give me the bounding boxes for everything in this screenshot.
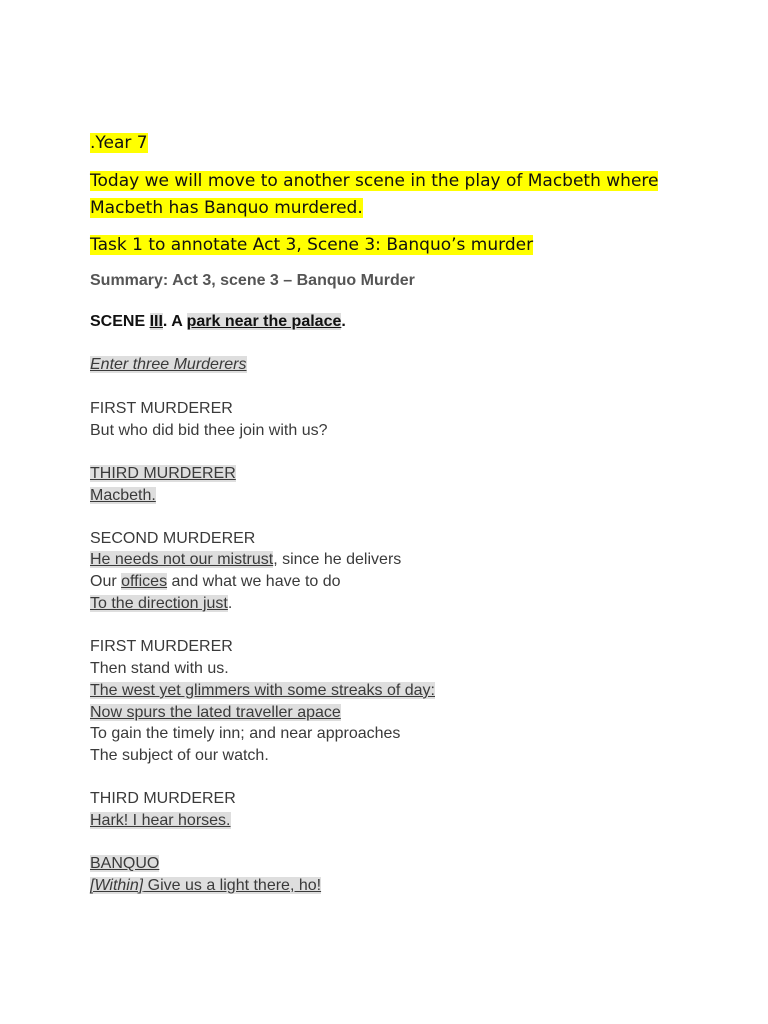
dialogue-annotated: offices bbox=[121, 573, 168, 590]
dialogue-line bbox=[90, 594, 232, 614]
dialogue-line bbox=[90, 572, 341, 592]
stage-enter-text: Enter three Murderers bbox=[90, 356, 247, 373]
dialogue-line: Then stand with us. bbox=[90, 660, 229, 677]
speaker-banquo-text: BANQUO bbox=[90, 855, 160, 872]
dialogue-line bbox=[90, 703, 341, 723]
dialogue-line: To gain the timely inn; and near approaches bbox=[90, 725, 401, 742]
intro-line-2: Macbeth has Banquo murdered. bbox=[90, 198, 363, 218]
speaker-third-murderer-text: THIRD MURDERER bbox=[90, 465, 236, 482]
dialogue-line bbox=[90, 681, 435, 701]
scene-place: park near the palace bbox=[186, 313, 342, 330]
dialogue-annotated: Macbeth. bbox=[90, 487, 156, 504]
dialogue-text: and what we have to do bbox=[167, 573, 341, 590]
stage-direction-within: [Within] bbox=[90, 877, 144, 894]
scene-prefix: SCENE bbox=[90, 313, 150, 330]
year-text: .Year 7 bbox=[90, 133, 148, 153]
dialogue-annotated: To the direction just bbox=[90, 595, 228, 612]
dialogue-annotated: He needs not our mistrust bbox=[90, 551, 274, 568]
dialogue-text: . bbox=[227, 595, 233, 612]
dialogue-annotated: Give us a light there, ho! bbox=[143, 877, 322, 894]
scene-heading bbox=[90, 312, 346, 332]
speaker-third-murderer bbox=[90, 464, 236, 484]
speaker-first-murderer: FIRST MURDERER bbox=[90, 400, 233, 417]
dialogue-line bbox=[90, 811, 231, 831]
year-heading bbox=[90, 130, 148, 157]
scene-number: III bbox=[149, 313, 163, 330]
speaker-banquo bbox=[90, 854, 159, 874]
speaker-second-murderer: SECOND MURDERER bbox=[90, 530, 256, 547]
dialogue-annotated: The west yet glimmers with some streaks of day: bbox=[90, 682, 435, 699]
scene-end: . bbox=[341, 313, 346, 330]
stage-direction-enter bbox=[90, 355, 247, 375]
intro-line-1: Today we will move to another scene in the play of Macbeth where bbox=[90, 171, 659, 191]
scene-mid: . A bbox=[162, 313, 187, 330]
dialogue-line bbox=[90, 486, 156, 506]
task-paragraph bbox=[90, 232, 533, 259]
dialogue-annotated: Hark! I hear horses. bbox=[90, 812, 231, 829]
dialogue-line bbox=[90, 876, 321, 896]
summary-heading: Summary: Act 3, scene 3 – Banquo Murder bbox=[90, 272, 415, 289]
speaker-first-murderer: FIRST MURDERER bbox=[90, 638, 233, 655]
dialogue-line: The subject of our watch. bbox=[90, 747, 269, 764]
dialogue-line: But who did bid thee join with us? bbox=[90, 422, 328, 439]
intro-paragraph bbox=[90, 168, 658, 222]
task-text: Task 1 to annotate Act 3, Scene 3: Banquo’s murder bbox=[90, 235, 534, 255]
dialogue-line bbox=[90, 550, 401, 570]
dialogue-text: , since he delivers bbox=[273, 551, 402, 568]
dialogue-annotated: Now spurs the lated traveller apace bbox=[90, 704, 341, 721]
speaker-third-murderer: THIRD MURDERER bbox=[90, 790, 236, 807]
dialogue-text: Our bbox=[90, 573, 122, 590]
